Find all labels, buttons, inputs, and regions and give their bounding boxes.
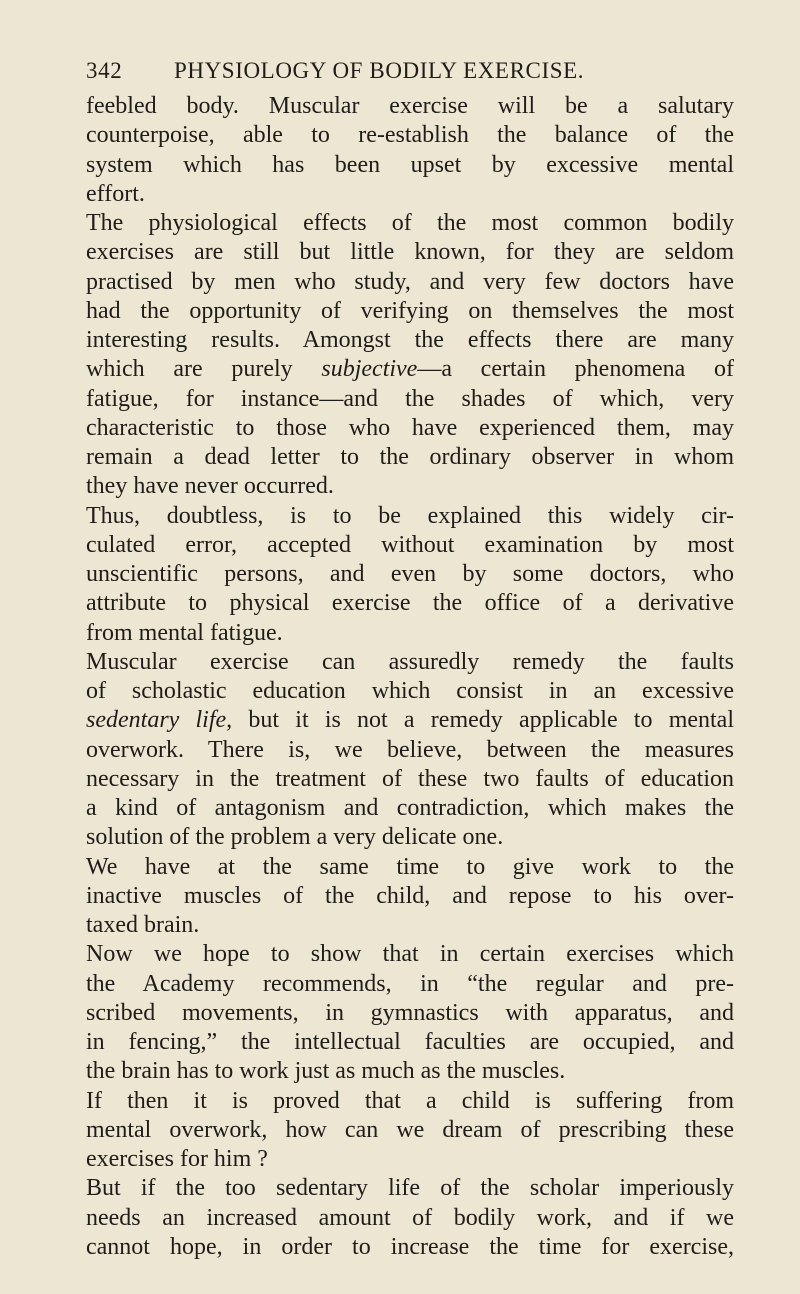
text-line <box>86 92 734 121</box>
text-line-content: counterpoise, able to re-establish the balance of the <box>86 122 734 149</box>
text-line-content: We have at the same time to give work to the <box>86 853 734 880</box>
text-line-content: had the opportunity of verifying on themselves the most <box>86 297 734 324</box>
text-line <box>86 355 734 384</box>
text-line <box>86 502 734 531</box>
text-line <box>86 1145 734 1174</box>
text-line <box>86 385 734 414</box>
text-line <box>86 560 734 589</box>
text-line-content: Thus, doubtless, is to be explained this widely cir- <box>86 502 734 529</box>
text-line <box>86 677 734 706</box>
text-line-content: culated error, accepted without examination by most <box>86 531 734 558</box>
text-line <box>86 765 734 794</box>
text-line-content: system which has been upset by excessive mental <box>86 151 734 178</box>
text-line-content: effort. <box>86 180 145 207</box>
text-line <box>86 648 734 677</box>
text-line-content: necessary in the treatment of these two faults of education <box>86 765 734 792</box>
text-line-content: unscientific persons, and even by some doctors, who <box>86 561 734 587</box>
text-line <box>86 882 734 911</box>
text-line-content: scribed movements, in gymnastics with apparatus, and <box>86 999 734 1026</box>
text-line-content: characteristic to those who have experienced them, may <box>86 414 734 441</box>
text-line-content: fatigue, for instance—and the shades of which, very <box>86 385 734 412</box>
text-line <box>86 472 734 501</box>
text-line-content: exercises are still but little known, for they are seldom <box>86 239 734 266</box>
body-text <box>86 92 734 1262</box>
text-line <box>86 297 734 326</box>
text-line <box>86 209 734 238</box>
text-line-continuation: —a certain phenomena of <box>417 356 734 383</box>
text-line-content: taxed brain. <box>86 912 200 938</box>
text-line <box>86 268 734 297</box>
text-line <box>86 1174 734 1203</box>
text-line-content: cannot hope, in order to increase the time for exercise, <box>86 1233 734 1260</box>
text-line <box>86 1087 734 1116</box>
text-line-content: mental overwork, how can we dream of prescribing these <box>86 1116 734 1143</box>
text-line-content: the brain has to work just as much as the muscles. <box>86 1058 566 1085</box>
text-line <box>86 823 734 852</box>
text-line-content: they have never occurred. <box>86 473 334 500</box>
text-line <box>86 1233 734 1262</box>
text-line-content: in fencing,” the intellectual faculties are occupied, and <box>86 1029 734 1055</box>
text-line <box>86 940 734 969</box>
italic-text: sedentary life, <box>86 707 233 734</box>
running-title: PHYSIOLOGY OF BODILY EXERCISE. <box>174 58 585 83</box>
text-line-content: Muscular exercise can assuredly remedy the faults <box>86 648 734 675</box>
text-line-content: interesting results. Amongst the effects there are many <box>86 327 734 353</box>
text-line-content: But if the too sedentary life of the scholar imperiously <box>86 1175 734 1202</box>
page-number: 342 <box>86 58 123 83</box>
text-line-content: a kind of antagonism and contradiction, which makes the <box>86 795 734 821</box>
text-line-content: remain a dead letter to the ordinary observer in whom <box>86 444 734 470</box>
italic-text: subjective <box>321 356 418 383</box>
text-line-content: needs an increased amount of bodily work, and if we <box>86 1204 734 1231</box>
text-line-content: solution of the problem a very delicate one. <box>86 824 504 851</box>
text-line <box>86 853 734 882</box>
text-line <box>86 589 734 618</box>
text-line <box>86 121 734 150</box>
text-line <box>86 911 734 940</box>
text-line <box>86 794 734 823</box>
text-line <box>86 1116 734 1145</box>
text-line <box>86 970 734 999</box>
text-line <box>86 736 734 765</box>
text-line-content: which are purely <box>86 356 322 383</box>
text-line-content: attribute to physical exercise the office of a derivative <box>86 590 734 617</box>
text-line <box>86 180 734 209</box>
text-line-content: inactive muscles of the child, and repose to his over- <box>86 882 734 909</box>
text-line <box>86 414 734 443</box>
text-line-content: practised by men who study, and very few doctors have <box>86 268 734 295</box>
text-line <box>86 326 734 355</box>
text-line-content: If then it is proved that a child is suffering from <box>86 1087 734 1114</box>
text-line-content: of scholastic education which consist in an excessive <box>86 678 734 704</box>
text-line-content: feebled body. Muscular exercise will be a salutary <box>86 93 734 119</box>
text-line <box>86 706 734 735</box>
text-line <box>86 999 734 1028</box>
text-line-continuation: but it is not a remedy applicable to mental <box>232 707 735 734</box>
text-line-content: the Academy recommends, in “the regular and pre- <box>86 970 734 997</box>
text-line <box>86 443 734 472</box>
text-line <box>86 1028 734 1057</box>
text-line-content: overwork. There is, we believe, between the measures <box>86 736 734 763</box>
text-line <box>86 151 734 180</box>
text-line-content: exercises for him ? <box>86 1146 268 1172</box>
text-line <box>86 238 734 267</box>
text-line <box>86 1204 734 1233</box>
text-line-content: Now we hope to show that in certain exercises which <box>86 941 734 968</box>
text-line <box>86 531 734 560</box>
page-header <box>86 58 734 88</box>
text-line-content: The physiological effects of the most common bodily <box>86 210 734 236</box>
text-line <box>86 619 734 648</box>
text-line <box>86 1057 734 1086</box>
text-line-content: from mental fatigue. <box>86 619 283 646</box>
